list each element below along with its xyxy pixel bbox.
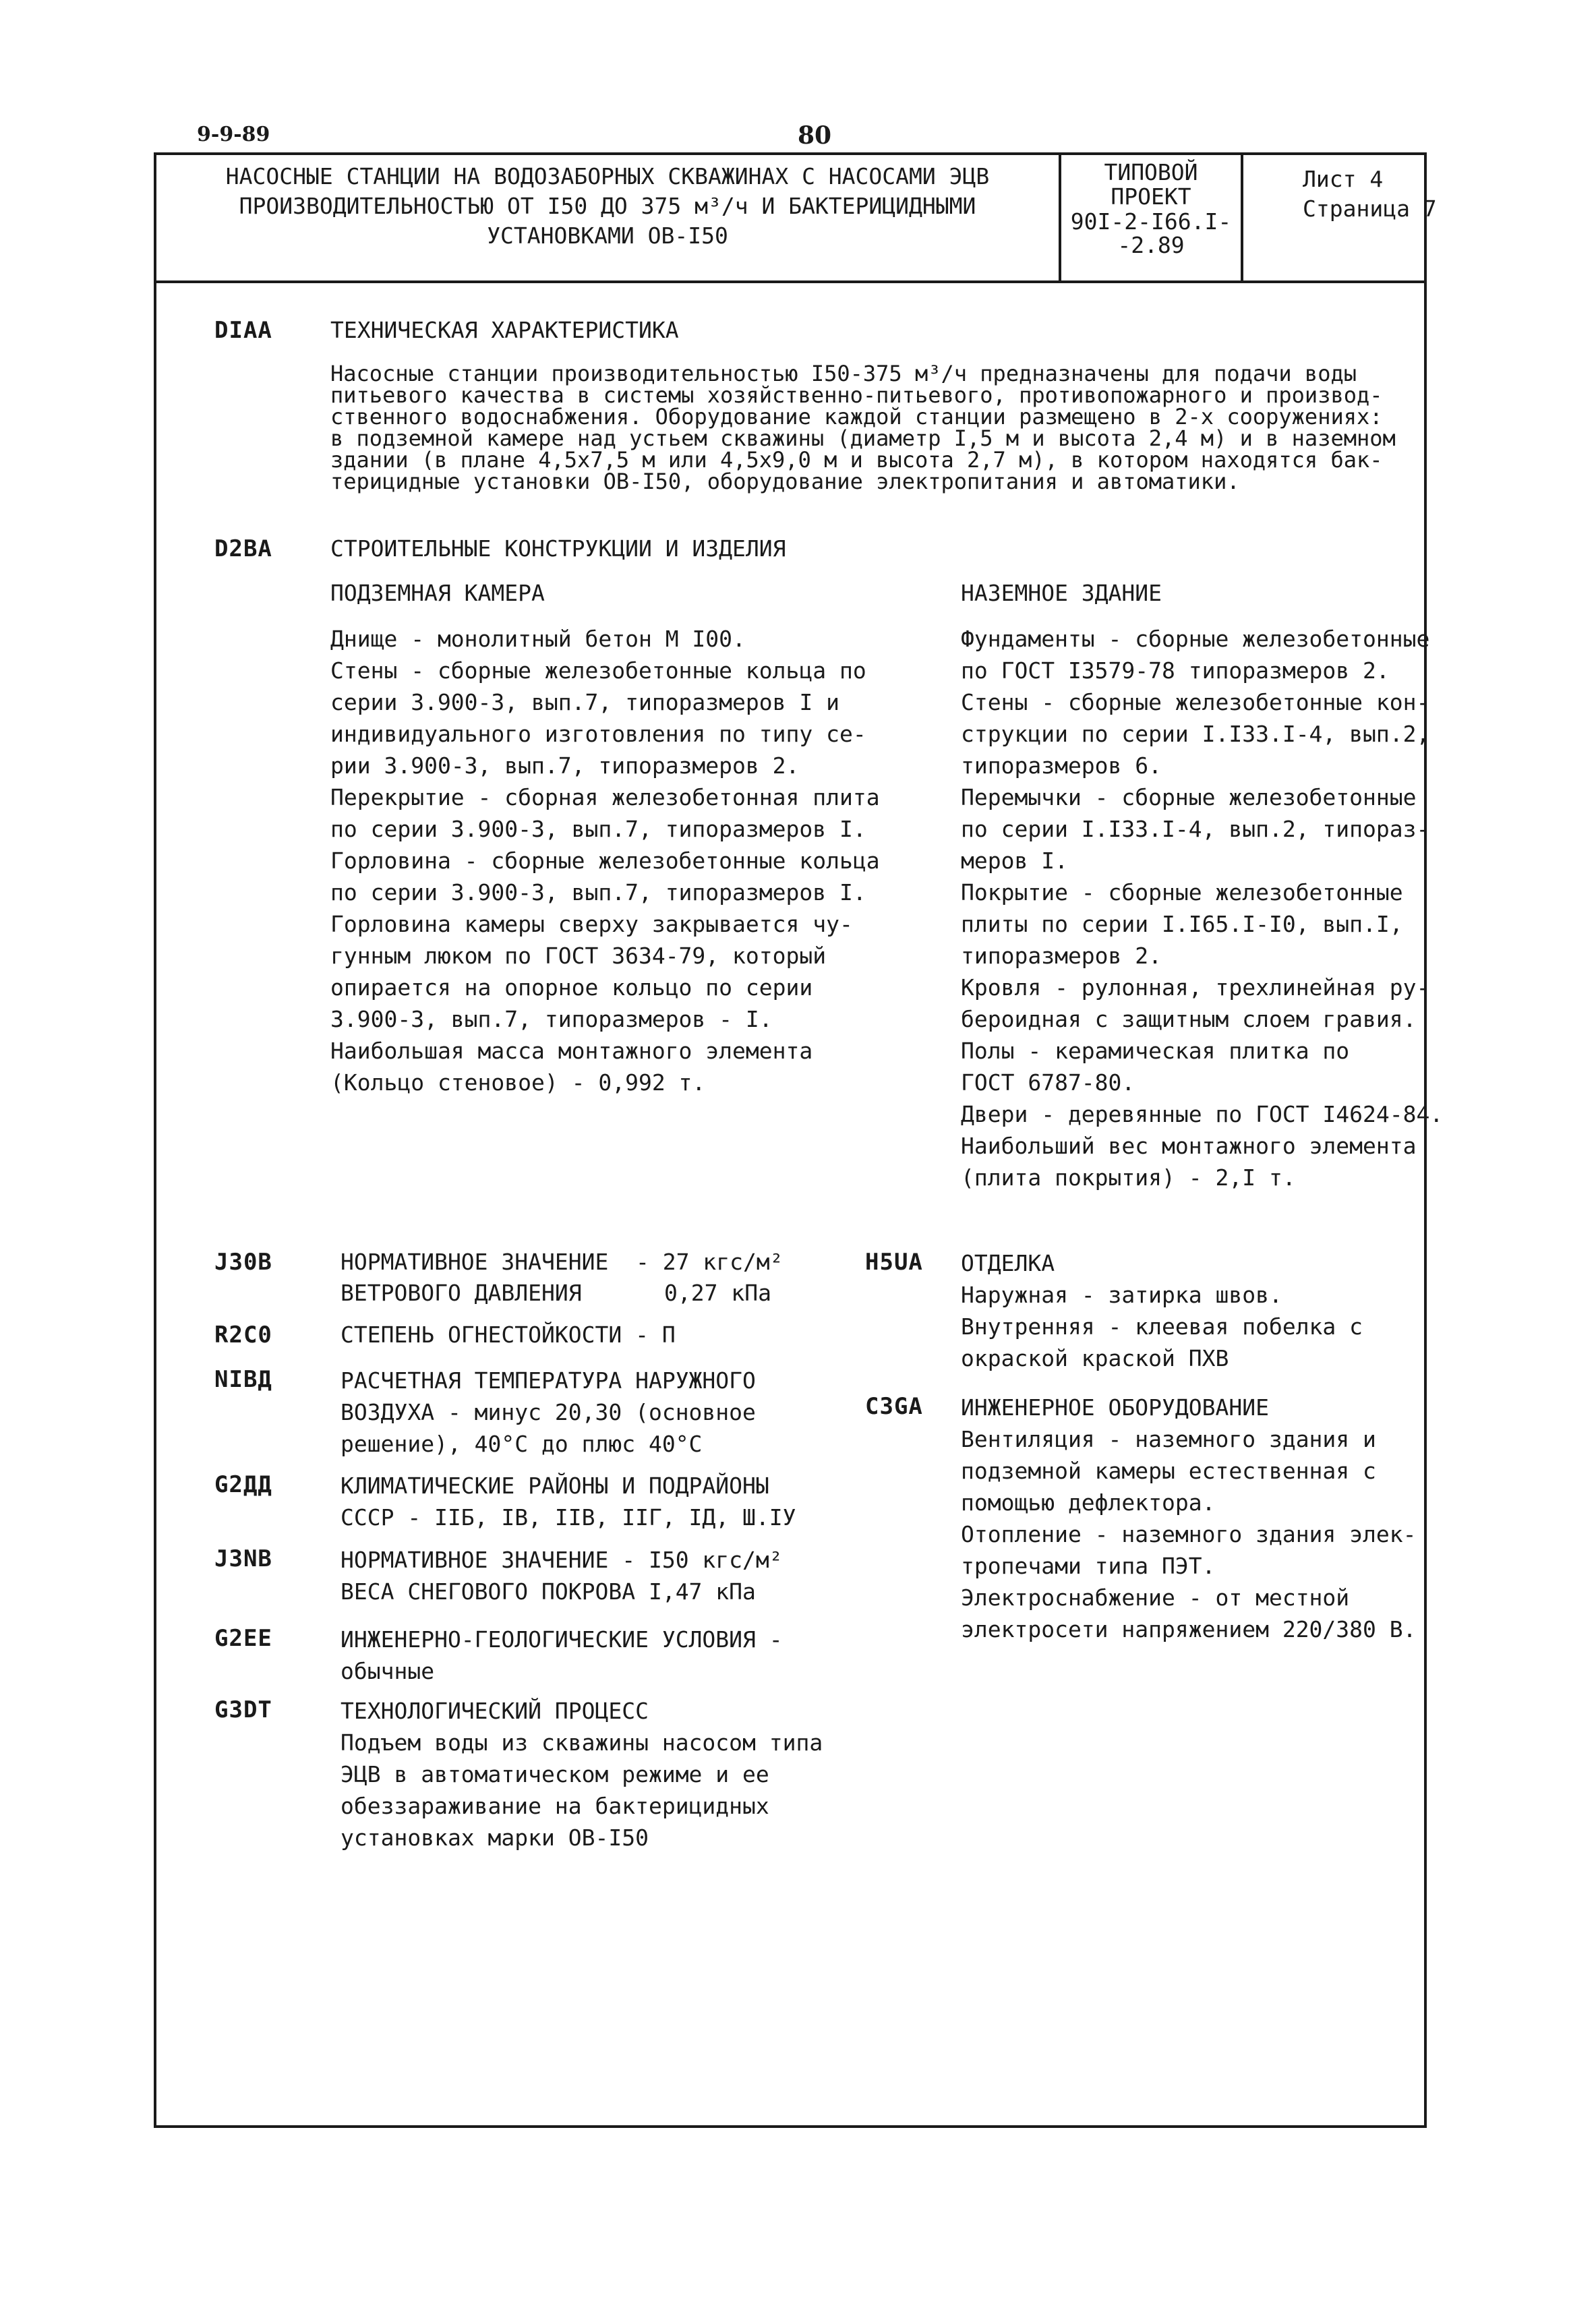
text-line: Вентиляция - наземного здания и — [961, 1426, 1376, 1452]
list-item: Горловина - сборные железобетонные кольца — [330, 848, 880, 874]
text-line: ИНЖЕНЕРНО-ГЕОЛОГИЧЕСКИЕ УСЛОВИЯ - — [341, 1626, 783, 1653]
section-code-g2ee: G2EE — [214, 1625, 272, 1652]
list-item: (плита покрытия) - 2,I т. — [961, 1164, 1296, 1191]
ground-building-heading: НАЗЕМНОЕ ЗДАНИЕ — [961, 580, 1162, 606]
ground-building-list — [961, 623, 1443, 1193]
description-line: терицидные установки ОВ-I50, оборудование электропитания и автоматики. — [330, 469, 1240, 494]
wind-pressure-value-1: - 27 кгс/м² — [636, 1249, 784, 1275]
text-line: ЭЦВ в автоматическом режиме и ее — [341, 1761, 769, 1787]
list-item: Кровля - рулонная, трехлинейная ру- — [961, 974, 1430, 1001]
underground-chamber-heading: ПОДЗЕМНАЯ КАМЕРА — [330, 580, 545, 606]
text-line: КЛИМАТИЧЕСКИЕ РАЙОНЫ И ПОДРАЙОНЫ — [341, 1473, 769, 1499]
list-item: Покрытие - сборные железобетонные — [961, 879, 1403, 906]
page-number: 80 — [798, 121, 832, 150]
list-item: Стены - сборные железобетонные кон- — [961, 689, 1430, 715]
text-line: ИНЖЕНЕРНОЕ ОБОРУДОВАНИЕ — [961, 1394, 1269, 1421]
series-number: 9-9-89 — [197, 123, 270, 146]
text-line: электросети напряжением 220/380 В. — [961, 1616, 1417, 1642]
title-block-divider — [154, 280, 1427, 283]
list-item: серии 3.900-3, вып.7, типоразмеров I и — [330, 689, 839, 715]
text-line: подземной камеры естественная с — [961, 1458, 1376, 1484]
list-item: рии 3.900-3, вып.7, типоразмеров 2. — [330, 752, 800, 779]
list-item: Днище - монолитный бетон М I00. — [330, 626, 746, 652]
document-title — [156, 162, 1059, 251]
list-item: Стены - сборные железобетонные кольца по — [330, 657, 866, 684]
section-code-d1aa: DIAA — [214, 317, 272, 344]
section-heading-structures: СТРОИТЕЛЬНЫЕ КОНСТРУКЦИИ И ИЗДЕЛИЯ — [330, 535, 786, 562]
section-code-c3ga: C3GA — [865, 1393, 923, 1420]
list-item: гунным люком по ГОСТ 3634-79, который — [330, 943, 827, 969]
wind-pressure-label-2: ВЕТРОВОГО ДАВЛЕНИЯ — [341, 1280, 582, 1306]
section-heading-technical: ТЕХНИЧЕСКАЯ ХАРАКТЕРИСТИКА — [330, 317, 679, 343]
title-line-2: ПРОИЗВОДИТЕЛЬНОСТЬЮ ОТ I50 ДО 375 м³/ч И БАКТЕРИЦИДНЫМИ — [239, 193, 976, 219]
list-item: ГОСТ 6787-80. — [961, 1069, 1135, 1096]
wind-pressure-value-2: 0,27 кПа — [664, 1280, 771, 1306]
title-line-3: УСТАНОВКАМИ ОВ-I50 — [487, 223, 728, 249]
title-line-1: НАСОСНЫЕ СТАНЦИИ НА ВОДОЗАБОРНЫХ СКВАЖИНАХ С НАСОСАМИ ЭЦВ — [225, 163, 990, 189]
section-code-n1bd: NIBД — [214, 1366, 272, 1393]
text-line: Отопление - наземного здания элек- — [961, 1521, 1417, 1547]
list-item: Горловина камеры сверху закрывается чу- — [330, 911, 853, 937]
list-item: Фундаменты - сборные железобетонные — [961, 626, 1430, 652]
technical-description — [330, 363, 1396, 492]
text-line: НОРМАТИВНОЕ ЗНАЧЕНИЕ - I50 кгс/м² — [341, 1547, 783, 1573]
list-item: Двери - деревянные по ГОСТ I4624-84. — [961, 1101, 1444, 1127]
text-line: ВОЗДУХА - минус 20,30 (основное — [341, 1399, 756, 1425]
text-line: тропечами типа ПЭТ. — [961, 1553, 1216, 1579]
list-item: бероидная с защитным слоем гравия. — [961, 1006, 1417, 1032]
engineering-equipment — [961, 1392, 1417, 1645]
text-line: Наружная - затирка швов. — [961, 1282, 1282, 1308]
text-line: обеззараживание на бактерицидных — [341, 1793, 769, 1819]
description-line: питьевого качества в системы хозяйственно-питьевого, противопожарного и производ- — [330, 382, 1383, 408]
project-label-1: ТИПОВОЙ — [1104, 159, 1198, 185]
snow-load — [341, 1544, 783, 1607]
section-code-h5ua: H5UA — [865, 1249, 923, 1276]
list-item: по серии 3.900-3, вып.7, типоразмеров I. — [330, 816, 866, 842]
list-item: Наибольший вес монтажного элемента — [961, 1133, 1417, 1159]
text-line: ТЕХНОЛОГИЧЕСКИЙ ПРОЦЕСС — [341, 1698, 649, 1724]
underground-chamber-list — [330, 623, 880, 1098]
text-line: помощью дефлектора. — [961, 1489, 1216, 1516]
list-item: по ГОСТ I3579-78 типоразмеров 2. — [961, 657, 1390, 684]
project-label-2: ПРОЕКТ — [1111, 183, 1191, 210]
section-code-j3nb: J3NB — [214, 1545, 272, 1572]
list-item: опирается на опорное кольцо по серии — [330, 974, 813, 1001]
text-line: ОТДЕЛКА — [961, 1250, 1055, 1276]
geological-conditions — [341, 1624, 783, 1687]
list-item: плиты по серии I.I65.I-I0, вып.I, — [961, 911, 1403, 937]
description-line: в подземной камере над устьем скважины (диаметр I,5 м и высота 2,4 м) и в наземном — [330, 425, 1396, 451]
text-line: СССР - IIБ, IВ, IIВ, IIГ, IД, Ш.IУ — [341, 1504, 796, 1531]
list-item: Перекрытие - сборная железобетонная плита — [330, 784, 880, 810]
project-code-1: 90I-2-I66.I- — [1070, 208, 1232, 235]
text-line: ВЕСА СНЕГОВОГО ПОКРОВА I,47 кПа — [341, 1578, 756, 1605]
list-item: Полы - керамическая плитка по — [961, 1038, 1350, 1064]
design-temperature — [341, 1365, 756, 1460]
text-line: обычные — [341, 1658, 435, 1684]
fire-resistance: СТЕПЕНЬ ОГНЕСТОЙКОСТИ - П — [341, 1322, 676, 1348]
section-code-g2dd: G2ДД — [214, 1471, 272, 1498]
page-label: Страница 7 — [1303, 196, 1437, 222]
technological-process — [341, 1695, 823, 1854]
section-code-r2c0: R2C0 — [214, 1322, 272, 1348]
section-code-d2ba: D2BA — [214, 535, 272, 562]
list-item: индивидуального изготовления по типу се- — [330, 721, 866, 747]
list-item: по серии I.I33.I-4, вып.2, типораз- — [961, 816, 1430, 842]
list-item: по серии 3.900-3, вып.7, типоразмеров I. — [330, 879, 866, 906]
project-code-2: -2.89 — [1117, 232, 1185, 258]
text-line: РАСЧЕТНАЯ ТЕМПЕРАТУРА НАРУЖНОГО — [341, 1367, 756, 1394]
list-item: меров I. — [961, 848, 1068, 874]
list-item: (Кольцо стеновое) - 0,992 т. — [330, 1069, 706, 1096]
text-line: Электроснабжение - от местной — [961, 1584, 1350, 1611]
list-item: типоразмеров 6. — [961, 752, 1162, 779]
description-line: Насосные станции производительностью I50-375 м³/ч предназначены для подачи воды — [330, 361, 1357, 386]
text-line: решение), 40°С до плюс 40°С — [341, 1431, 703, 1457]
sheet-label: Лист 4 — [1303, 166, 1384, 192]
text-line: Внутренняя - клеевая побелка с — [961, 1313, 1363, 1340]
wind-pressure-label-1: НОРМАТИВНОЕ ЗНАЧЕНИЕ — [341, 1249, 609, 1275]
text-line: Подъем воды из скважины насосом типа — [341, 1729, 823, 1756]
climatic-regions — [341, 1470, 796, 1533]
section-code-g3dt: G3DT — [214, 1696, 272, 1723]
description-line: ственного водоснабжения. Оборудование каждой станции размещено в 2-х сооружениях: — [330, 404, 1383, 429]
description-line: здании (в плане 4,5х7,5 м или 4,5х9,0 м и высота 2,7 м), в котором находятся бак- — [330, 447, 1383, 473]
title-block-divider-2 — [1241, 152, 1243, 282]
project-number-block — [1061, 160, 1241, 256]
list-item: струкции по серии I.I33.I-4, вып.2, — [961, 721, 1430, 747]
list-item: 3.900-3, вып.7, типоразмеров - I. — [330, 1006, 773, 1032]
list-item: типоразмеров 2. — [961, 943, 1162, 969]
list-item: Наибольшая масса монтажного элемента — [330, 1038, 813, 1064]
finishing — [961, 1247, 1363, 1374]
text-line: установках марки ОВ-I50 — [341, 1825, 649, 1851]
text-line: окраской краской ПХВ — [961, 1345, 1229, 1371]
list-item: Перемычки - сборные железобетонные — [961, 784, 1417, 810]
section-code-j30b: J30B — [214, 1249, 272, 1276]
